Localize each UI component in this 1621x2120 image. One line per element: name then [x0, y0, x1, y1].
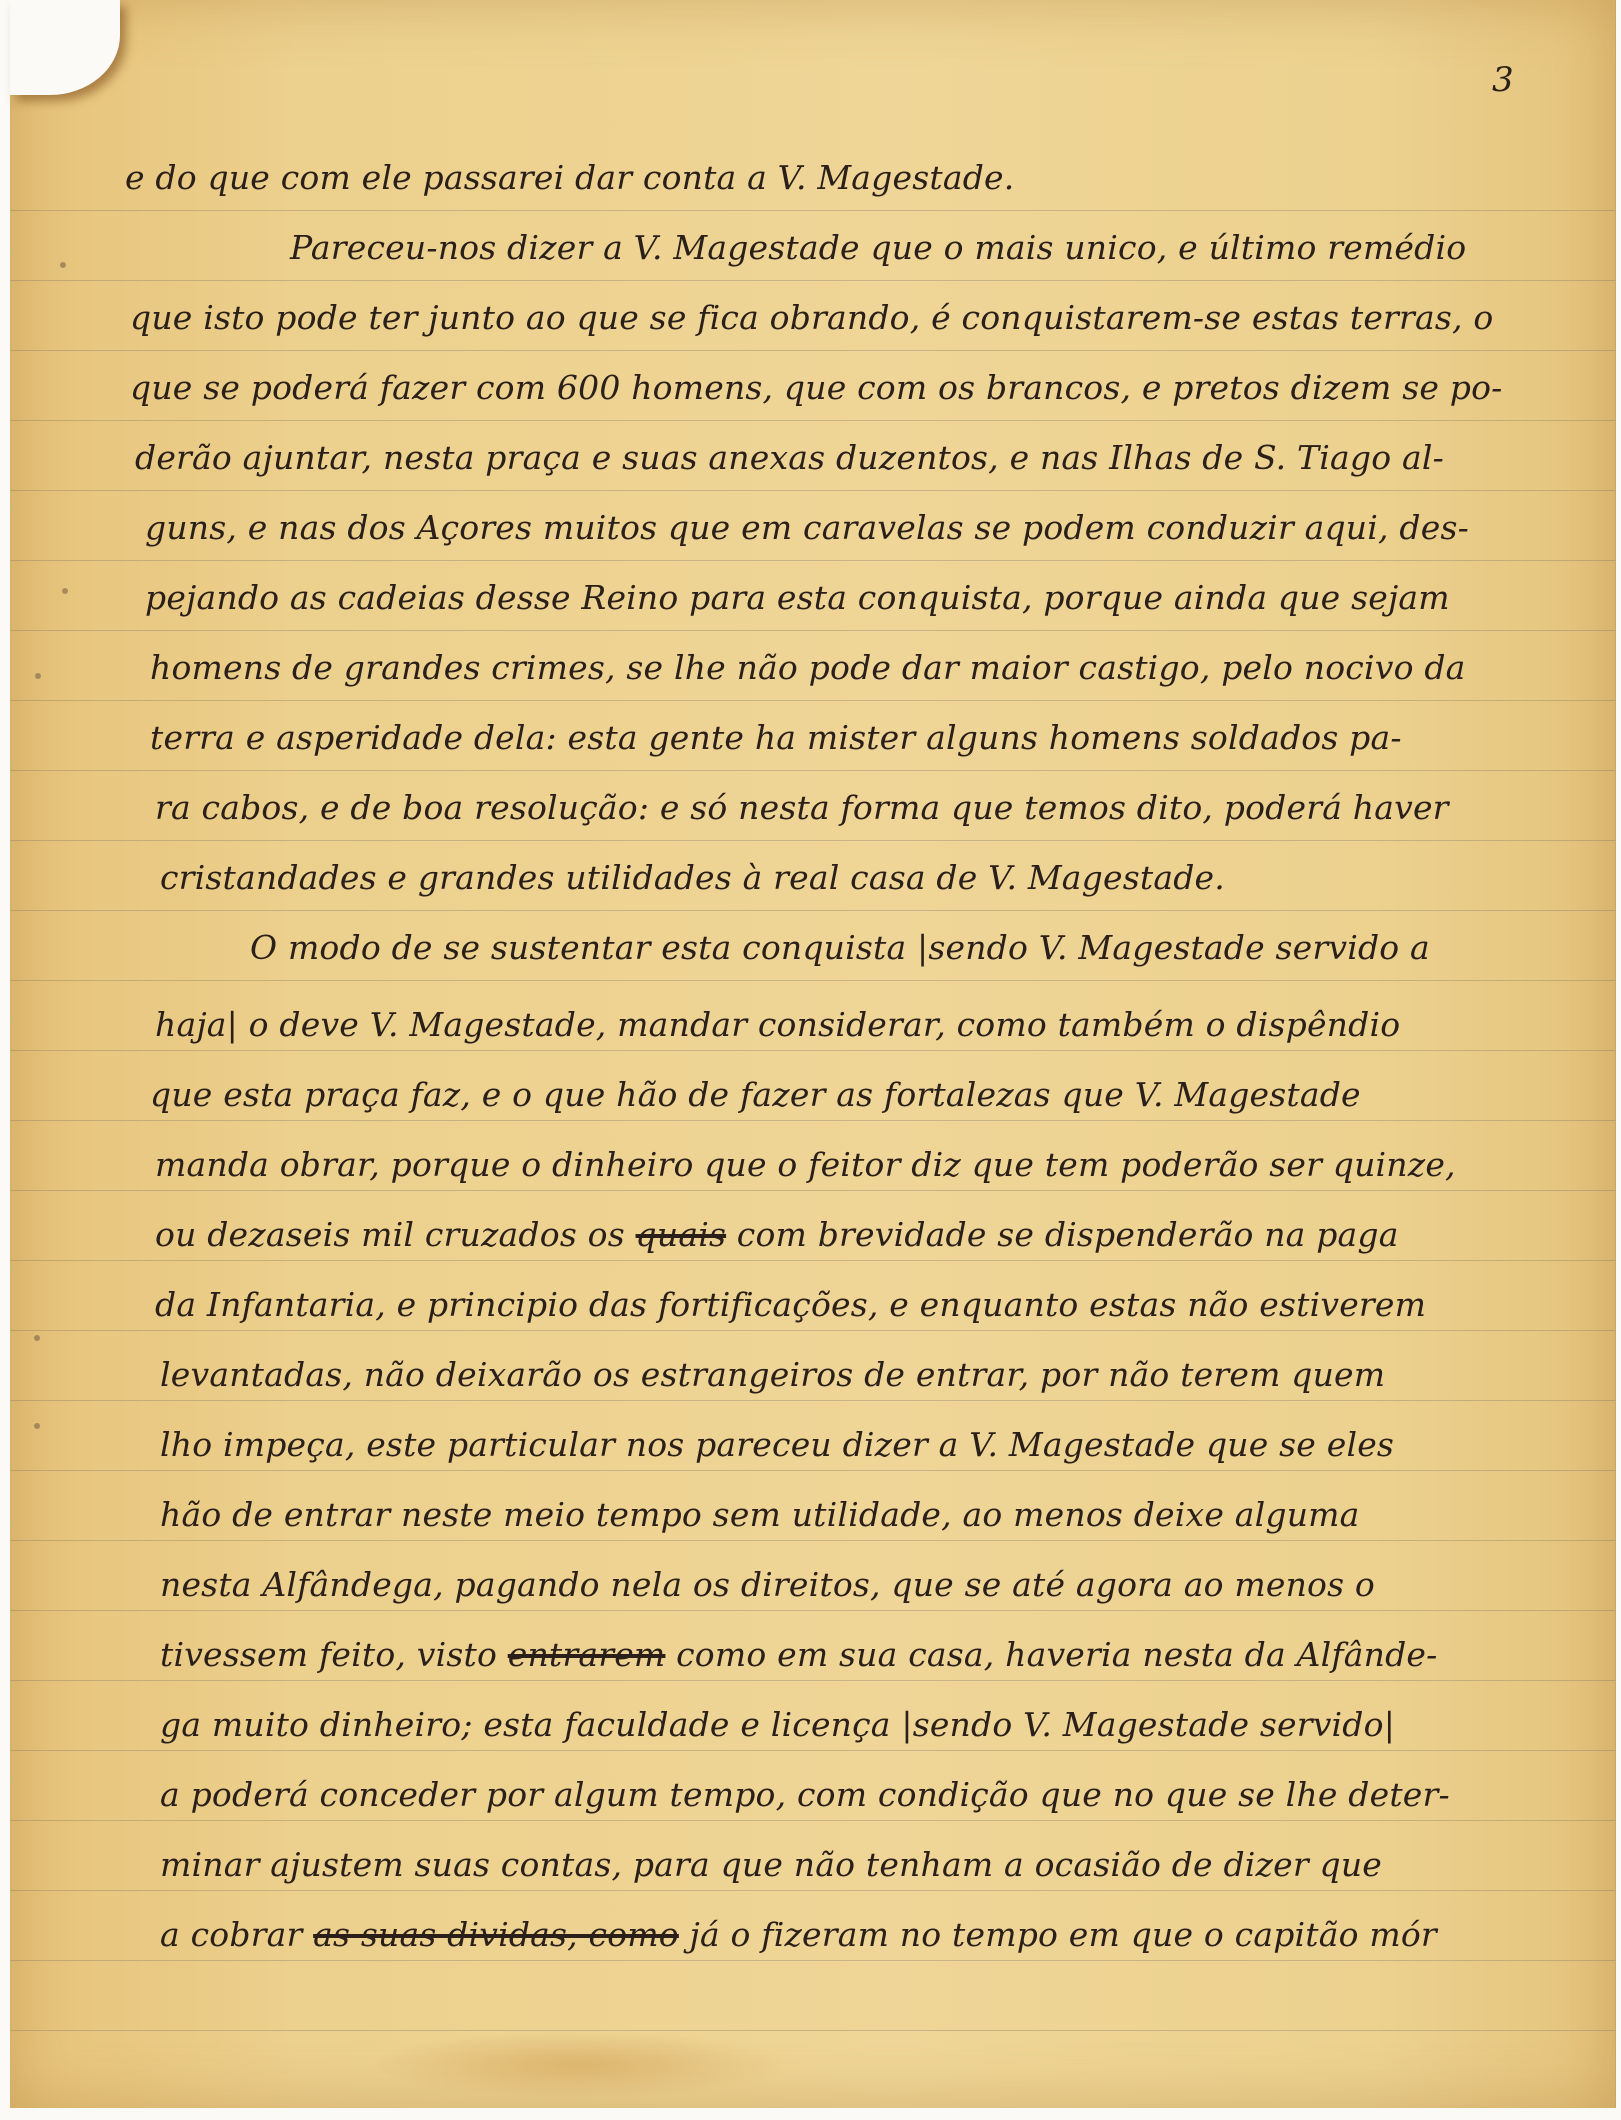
- burn-mark: [10, 0, 120, 95]
- line-text: derão ajuntar, nesta praça e suas anexas duzentos, e nas Ilhas de S. Tiago al-: [135, 438, 1444, 477]
- ruled-line: [10, 1190, 1615, 1191]
- ruled-line: [10, 1330, 1615, 1331]
- ruled-line: [10, 630, 1615, 631]
- line-text: nesta Alfândega, pagando nela os direitos, que se até agora ao menos o: [160, 1565, 1375, 1604]
- manuscript-line: [155, 788, 1449, 827]
- ruled-line: [10, 2030, 1615, 2031]
- line-text: pejando as cadeias desse Reino para esta conquista, porque ainda que sejam: [145, 578, 1450, 617]
- ruled-line: [10, 420, 1615, 421]
- manuscript-line: [160, 858, 1225, 897]
- manuscript-line: [150, 1075, 1361, 1114]
- manuscript-line: [155, 1285, 1426, 1324]
- manuscript-line: [160, 1425, 1394, 1464]
- ruled-line: [10, 1820, 1615, 1821]
- manuscript-line: [160, 1495, 1360, 1534]
- struck-word: quais: [635, 1215, 727, 1254]
- manuscript-line: [150, 648, 1466, 687]
- ruled-line: [10, 1610, 1615, 1611]
- line-text: como em sua casa, haveria nesta da Alfânde-: [665, 1635, 1438, 1674]
- line-text: ra cabos, e de boa resolução: e só nesta forma que temos dito, poderá haver: [155, 788, 1449, 827]
- line-text: com brevidade se dispenderão na paga: [726, 1215, 1399, 1254]
- ruled-line: [10, 1750, 1615, 1751]
- manuscript-line: [160, 1775, 1450, 1814]
- manuscript-line: [145, 508, 1469, 547]
- manuscript-line: [125, 158, 1014, 197]
- ruled-line: [10, 1260, 1615, 1261]
- line-text: hão de entrar neste meio tempo sem utilidade, ao menos deixe alguma: [160, 1495, 1360, 1534]
- ruled-line: [10, 280, 1615, 281]
- binding-hole: [34, 1423, 40, 1429]
- manuscript-line: [160, 1635, 1438, 1674]
- manuscript-line: [160, 1565, 1375, 1604]
- line-text: Pareceu-nos dizer a V. Magestade que o mais unico, e último remédio: [290, 228, 1467, 267]
- line-text: homens de grandes crimes, se lhe não pode dar maior castigo, pelo nocivo da: [150, 648, 1466, 687]
- line-text: ou dezaseis mil cruzados os: [155, 1215, 636, 1254]
- manuscript-line: [290, 228, 1466, 267]
- line-text: ga muito dinheiro; esta faculdade e licença |sendo V. Magestade servido|: [160, 1705, 1396, 1744]
- binding-hole: [35, 673, 41, 679]
- manuscript-line: [155, 1145, 1456, 1184]
- ruled-line: [10, 1540, 1615, 1541]
- line-text: a poderá conceder por algum tempo, com condição que no que se lhe deter-: [160, 1775, 1450, 1814]
- line-text: e do que com ele passarei dar conta a V. Magestade.: [125, 158, 1015, 197]
- ruled-line: [10, 840, 1615, 841]
- line-text: que se poderá fazer com 600 homens, que com os brancos, e pretos dizem se po-: [130, 368, 1503, 407]
- line-text: já o fizeram no tempo em que o capitão mór: [678, 1915, 1437, 1954]
- ruled-line: [10, 1960, 1615, 1961]
- line-text: que isto pode ter junto ao que se fica obrando, é conquistarem-se estas terras, o: [130, 298, 1494, 337]
- ruled-line: [10, 770, 1615, 771]
- line-text: lho impeça, este particular nos pareceu dizer a V. Magestade que se eles: [160, 1425, 1395, 1464]
- struck-word: as suas dividas, como: [313, 1915, 679, 1954]
- binding-hole: [62, 588, 68, 594]
- manuscript-line: [130, 368, 1503, 407]
- manuscript-line: [130, 298, 1493, 337]
- line-text: O modo de se sustentar esta conquista |sendo V. Magestade servido a: [250, 928, 1430, 967]
- line-text: que esta praça faz, e o que hão de fazer as fortalezas que V. Magestade: [150, 1075, 1361, 1114]
- line-text: haja| o deve V. Magestade, mandar considerar, como também o dispêndio: [155, 1005, 1401, 1044]
- manuscript-line: [135, 438, 1444, 477]
- water-stain: [370, 2030, 790, 2100]
- manuscript-line: [155, 1005, 1400, 1044]
- manuscript-line: [160, 1355, 1385, 1394]
- line-text: terra e asperidade dela: esta gente ha mister alguns homens soldados pa-: [150, 718, 1402, 757]
- line-text: a cobrar: [160, 1915, 314, 1954]
- manuscript-line: [150, 718, 1402, 757]
- ruled-line: [10, 1120, 1615, 1121]
- ruled-line: [10, 980, 1615, 981]
- ruled-line: [10, 1680, 1615, 1681]
- manuscript-line: [250, 928, 1430, 967]
- ruled-line: [10, 1050, 1615, 1051]
- line-text: guns, e nas dos Açores muitos que em caravelas se podem conduzir aqui, des-: [145, 508, 1469, 547]
- line-text: manda obrar, porque o dinheiro que o feitor diz que tem poderão ser quinze,: [155, 1145, 1456, 1184]
- binding-hole: [34, 1335, 40, 1341]
- ruled-line: [10, 700, 1615, 701]
- ruled-line: [10, 910, 1615, 911]
- manuscript-line: [160, 1915, 1437, 1954]
- manuscript-line: [160, 1705, 1395, 1744]
- ruled-line: [10, 210, 1615, 211]
- line-text: cristandades e grandes utilidades à real casa de V. Magestade.: [160, 858, 1225, 897]
- manuscript-line: [160, 1845, 1382, 1884]
- ruled-line: [10, 490, 1615, 491]
- line-text: minar ajustem suas contas, para que não tenham a ocasião de dizer que: [160, 1845, 1383, 1884]
- manuscript-line: [155, 1215, 1399, 1254]
- page-number: 3: [1492, 60, 1514, 100]
- ruled-line: [10, 1470, 1615, 1471]
- struck-word: entrarem: [507, 1635, 666, 1674]
- line-text: levantadas, não deixarão os estrangeiros de entrar, por não terem quem: [160, 1355, 1386, 1394]
- line-text: tivessem feito, visto: [160, 1635, 508, 1674]
- ruled-line: [10, 1890, 1615, 1891]
- ruled-line: [10, 350, 1615, 351]
- manuscript-line: [145, 578, 1450, 617]
- binding-hole: [60, 262, 66, 268]
- line-text: da Infantaria, e principio das fortificações, e enquanto estas não estiverem: [155, 1285, 1427, 1324]
- ruled-line: [10, 1400, 1615, 1401]
- ruled-line: [10, 560, 1615, 561]
